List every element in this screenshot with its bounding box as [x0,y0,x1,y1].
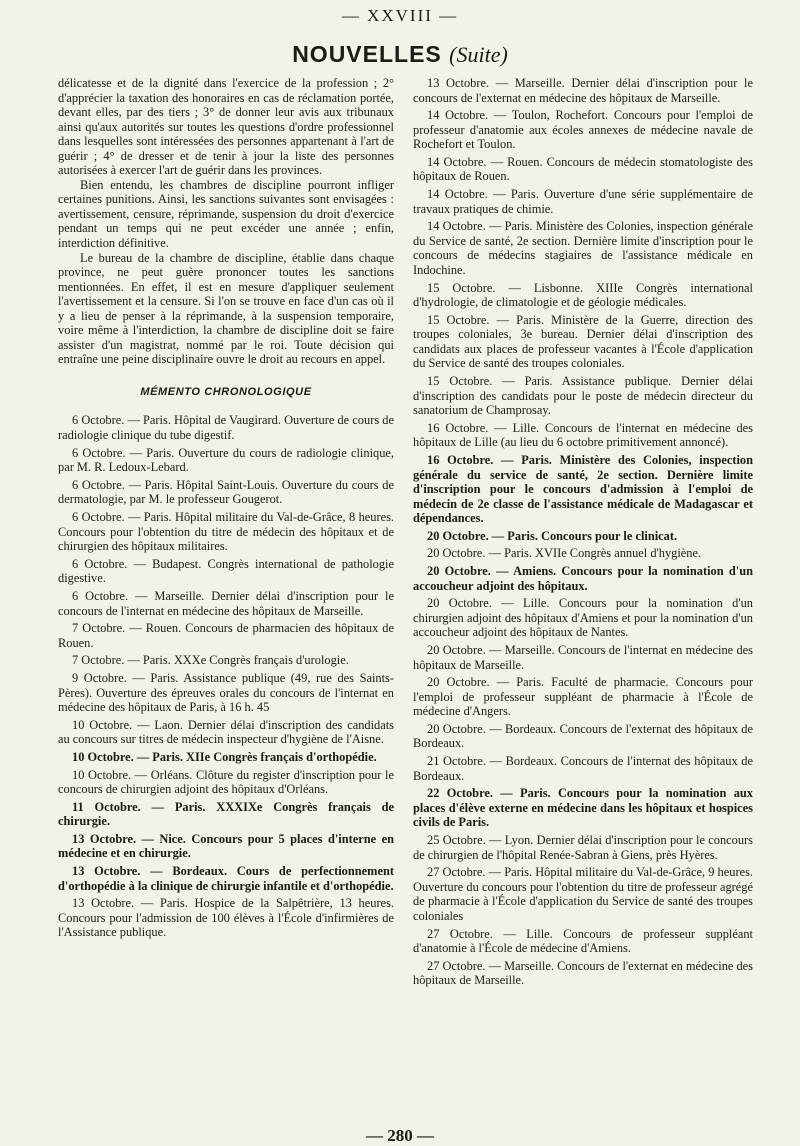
memento-entry: 10 Octobre. — Paris. XIIe Congrès français d'orthopédie. [72,749,377,764]
article-text [58,76,394,367]
memento-entry: 6 Octobre. — Paris. Hôpital militaire du Val-de-Grâce, 8 heures. Concours pour l'obtention du titre de médecin des hôpitaux et de chirurgien des hôpitaux militaires. [58,510,394,554]
memento-entry: 6 Octobre. — Marseille. Dernier délai d'inscription pour le concours de l'internat en médecine des hôpitaux de Marseille. [58,588,394,618]
memento-entries-right [413,76,753,988]
page-number: — 280 — [366,1126,434,1145]
memento-entry: 20 Octobre. — Amiens. Concours pour la nomination d'un accoucheur adjoint des hôpitaux. [413,564,753,593]
title-main: NOUVELLES [292,41,442,67]
memento-entry: 10 Octobre. — Laon. Dernier délai d'inscription des candidats au concours sur titres de médecin inspecteur d'hygiène de l'Aisne. [58,717,394,747]
memento-entry: 10 Octobre. — Orléans. Clôture du register d'inscription pour le concours de chirurgien adjoint des hôpitaux d'Orléans. [58,767,394,797]
memento-entries-left [58,413,394,939]
memento-entry: 14 Octobre. — Rouen. Concours de médecin stomatologiste des hôpitaux de Rouen. [413,154,753,184]
memento-entry: 13 Octobre. — Marseille. Dernier délai d'inscription pour le concours de l'externat en médecine des hôpitaux de Marseille. [413,76,753,105]
memento-entry: 14 Octobre. — Paris. Ouverture d'une série supplémentaire de travaux pratiques de chimie. [413,187,753,216]
memento-entry: 6 Octobre. — Paris. Hôpital Saint-Louis. Ouverture du cours de dermatologie, par M. le professeur Gougerot. [58,477,394,507]
memento-entry: 20 Octobre. — Paris. XVIIe Congrès annuel d'hygiène. [427,546,702,561]
memento-entry: 27 Octobre. — Marseille. Concours de l'externat en médecine des hôpitaux de Marseille. [413,958,753,988]
memento-entry: 20 Octobre. — Paris. Faculté de pharmacie. Concours pour l'emploi de professeur suppléant de pharmacie à l'École de médecine d'Angers. [413,675,753,719]
memento-entry: 13 Octobre. — Bordeaux. Cours de perfectionnement d'orthopédie à la clinique de chirurgie infantile et d'orthopédie. [58,864,394,893]
memento-entry: 20 Octobre. — Marseille. Concours de l'internat en médecine des hôpitaux de Marseille. [413,643,753,672]
memento-entry: 6 Octobre. — Paris. Hôpital de Vaugirard. Ouverture de cours de radiologie clinique du tube digestif. [58,413,394,443]
memento-entry: 25 Octobre. — Lyon. Dernier délai d'inscription pour le concours de chirurgien de l'hôpital Renée-Sabran à Giens, près Hyères. [413,833,753,862]
memento-entry: 15 Octobre. — Paris. Assistance publique. Dernier délai d'inscription des candidats pour le poste de médecin directeur du sanatorium de Champrosay. [413,374,753,418]
memento-entry: 16 Octobre. — Lille. Concours de l'internat en médecine des hôpitaux de Lille (au lieu du 6 octobre primitivement annoncé). [413,420,753,450]
memento-entry: 11 Octobre. — Paris. XXXIXe Congrès français de chirurgie. [58,799,394,829]
title-suffix: (Suite) [449,42,508,67]
memento-entry: 6 Octobre. — Budapest. Congrès international de pathologie digestive. [58,556,394,586]
memento-entry: 27 Octobre. — Paris. Hôpital militaire du Val-de-Grâce, 9 heures. Ouverture du concours pour l'obtention du titre de professeur agrégé de pharmacie à l'École d'application du Service de santé des troupes coloniales [413,865,753,923]
memento-entry: 7 Octobre. — Rouen. Concours de pharmacien des hôpitaux de Rouen. [58,621,394,650]
memento-heading: MÉMENTO CHRONOLOGIQUE [140,385,312,398]
article-paragraph: Le bureau de la chambre de discipline, établie dans chaque province, ne peut guère prononcer toutes les sanctions mentionnées. En effet, il est en mesure d'appliquer seulement l'avertissement et la censure. Si l'on se trouve en face d'un cas où il y a lieu de penser à la réprimande, à la suspension temporaire, voire même à l'interdiction, la chambre de discipline doit se faire assister d'un magistrat, nommé par le roi. Toute décision qui entraîne une peine disciplinaire ouvre le droit au recours en appel. [58,250,394,367]
memento-entry: 14 Octobre. — Paris. Ministère des Colonies, inspection générale du Service de santé, 2e section. Dernière limite d'inscription pour le concours de médecins stagiaires de l'assistance médicale en Indochine. [413,219,753,277]
memento-entry: 7 Octobre. — Paris. XXXe Congrès français d'urologie. [72,653,349,668]
memento-entry: 21 Octobre. — Bordeaux. Concours de l'internat des hôpitaux de Bordeaux. [413,754,753,783]
right-column [413,76,753,991]
memento-entry: 9 Octobre. — Paris. Assistance publique (49, rue des Saints-Pères). Ouverture des épreuves orales du concours de l'internat en médecine des hôpitaux de Paris, à 16 h. 45 [58,670,394,715]
page-title [0,42,800,67]
memento-entry: 20 Octobre. — Paris. Concours pour le clinicat. [427,528,678,543]
left-column [58,76,394,943]
article-paragraph: Bien entendu, les chambres de discipline pourront infliger certaines punitions. Ainsi, les sanctions suivantes sont envisagées : avertissement, censure, réprimande, suspension du droit d'exercice pendant un temps qui ne peut excéder une année ; enfin, interdiction définitive. [58,177,394,251]
memento-entry: 15 Octobre. — Lisbonne. XIIIe Congrès international d'hydrologie, de climatologie et de géologie médicales. [413,280,753,310]
memento-entry: 15 Octobre. — Paris. Ministère de la Guerre, direction des troupes coloniales, 3e bureau. Dernier délai d'inscription des candidats aux places de professeur vacantes à l'École d'application du Service de santé des troupes coloniales. [413,312,753,371]
article-paragraph: délicatesse et de la dignité dans l'exercice de la profession ; 2° d'apprécier la taxation des honoraires en cas de réclamation portée, devant elles, par des tiers ; 3° de donner leur avis aux tribunaux ainsi qu'aux autorités sur toutes les questions d'ordre professionnel dans lesquelles sont intéressées des personnes appartenant à l'art de guérir ; 4° de dresser et de tenir à jour la liste des personnes autorisées à exercer l'art de guérir dans les provinces. [58,76,394,178]
memento-entry: 20 Octobre. — Bordeaux. Concours de l'externat des hôpitaux de Bordeaux. [413,721,753,751]
memento-entry: 22 Octobre. — Paris. Concours pour la nomination aux places d'élève externe en médecine dans les hôpitaux et hospices civils de Paris. [413,786,753,830]
memento-entry: 6 Octobre. — Paris. Ouverture du cours de radiologie clinique, par M. R. Ledoux-Lebard. [58,445,394,475]
memento-entry: 20 Octobre. — Lille. Concours pour la nomination d'un chirurgien adjoint des hôpitaux d'Amiens et pour la nomination d'un accoucheur adjoint des hôpitaux de Nantes. [413,596,753,640]
memento-entry: 13 Octobre. — Nice. Concours pour 5 places d'interne en médecine et en chirurgie. [58,831,394,861]
roman-numeral-header: — XXVIII — [341,6,459,25]
memento-entry: 14 Octobre. — Toulon, Rochefort. Concours pour l'emploi de professeur d'anatomie aux écoles annexes de médecine navale de Rochefort et Toulon. [413,108,753,152]
memento-entry: 13 Octobre. — Paris. Hospice de la Salpêtrière, 13 heures. Concours pour l'admission de 100 élèves à l'École d'infirmières de l'Assistance publique. [58,896,394,940]
memento-entry: 16 Octobre. — Paris. Ministère des Colonies, inspection générale du service de santé, 2e section. Dernière limite d'inscription pour le concours d'admission à l'emploi de médecin de 2e classe de l'assistance médicale de Madagascar et dépendances. [413,452,753,526]
memento-entry: 27 Octobre. — Lille. Concours de professeur suppléant d'anatomie à l'École de médecine d'Amiens. [413,926,753,956]
